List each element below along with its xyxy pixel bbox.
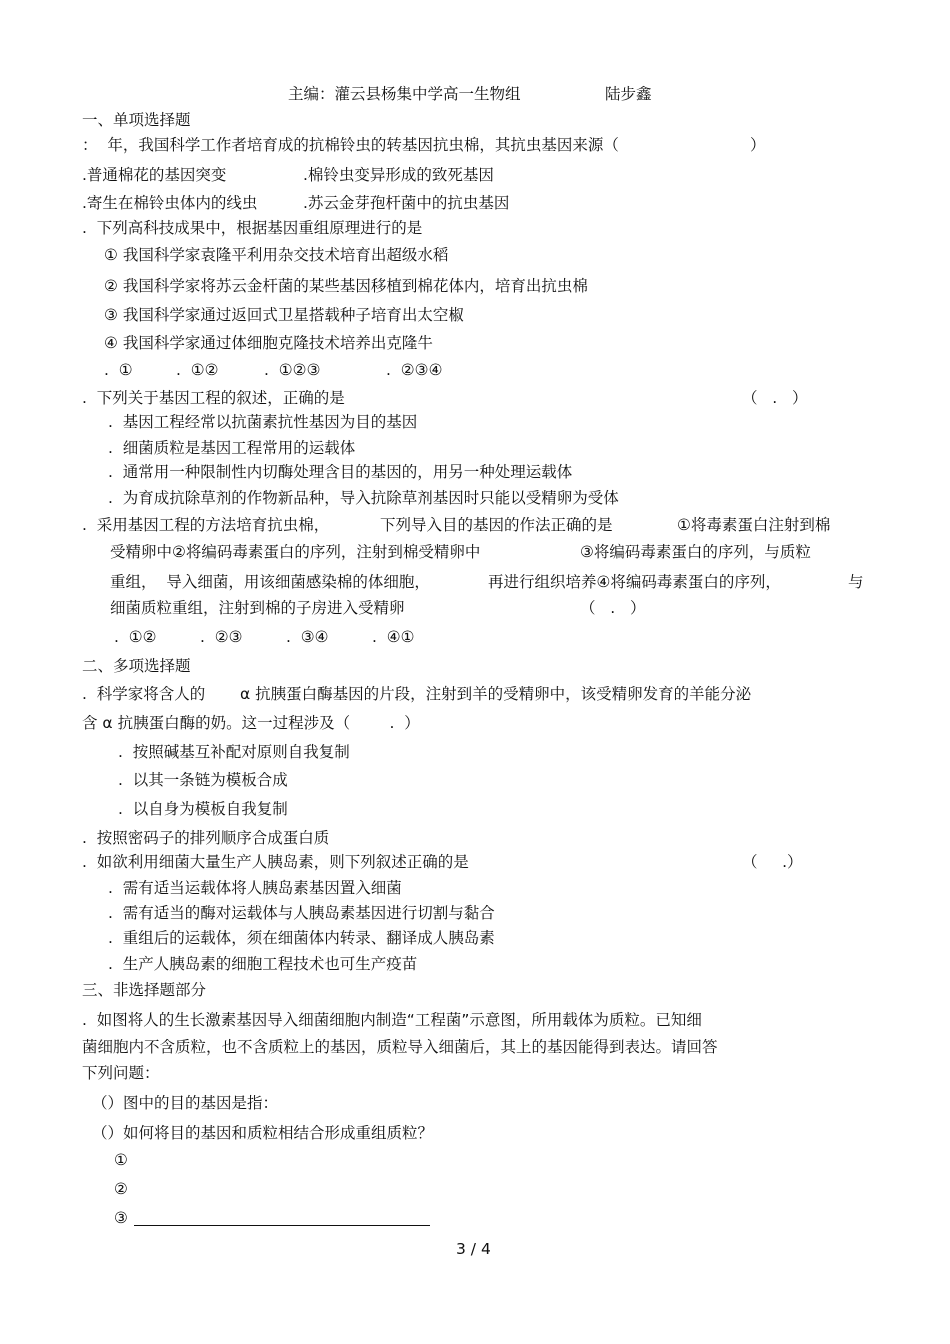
author-name: 陆步鑫 xyxy=(605,85,652,103)
s1-q1-stem: ： 年，我国科学工作者培育成的抗棉铃虫的转基因抗虫棉，其抗虫基因来源（ xyxy=(82,136,619,154)
s1-q2-option-a: . ① xyxy=(104,361,133,379)
s1-q3-paren: （ . ） xyxy=(742,389,808,407)
s1-q4-line3a: 重组， 导入细菌，用该细菌感染棉的体细胞， xyxy=(110,573,430,591)
s1-q4-line1b: 下列导入目的基因的作法正确的是 xyxy=(380,516,613,534)
editor-line: 主编：灌云县杨集中学高一生物组 xyxy=(288,85,521,103)
s1-q4-paren: （ . ） xyxy=(580,599,646,617)
s3-q1-blank-3: ③ xyxy=(114,1209,128,1227)
s1-q4-line3c: 与 xyxy=(848,573,864,591)
section-3-title: 三、非选择题部分 xyxy=(82,981,207,999)
s2-q1-option-d: . 按照密码子的排列顺序合成蛋白质 xyxy=(82,829,330,847)
s1-q1-option-a: .普通棉花的基因突变 xyxy=(82,166,227,184)
s2-q1-line1b: α 抗胰蛋白酶基因的片段，注射到羊的受精卵中，该受精卵发育的羊能分泌 xyxy=(240,685,752,703)
s2-q1-line1a: . 科学家将含人的 xyxy=(82,685,206,703)
s1-q3-option-d: . 为育成抗除草剂的作物新品种，导入抗除草剂基因时只能以受精卵为受体 xyxy=(108,489,619,507)
s2-q1-option-b: . 以其一条链为模板合成 xyxy=(118,771,288,789)
s1-q2-option-c: . ①②③ xyxy=(264,361,321,379)
s2-q2-option-d: . 生产人胰岛素的细胞工程技术也可生产疫苗 xyxy=(108,955,418,973)
s1-q1-option-c: .寄生在棉铃虫体内的线虫 xyxy=(82,194,258,212)
s3-q1-line2: 菌细胞内不含质粒，也不含质粒上的基因，质粒导入细菌后，其上的基因能得到表达。请回答 xyxy=(82,1038,718,1056)
s2-q1-line2: 含 α 抗胰蛋白酶的奶。这一过程涉及（ . ） xyxy=(82,714,420,732)
s3-q1-line3: 下列问题： xyxy=(82,1064,160,1082)
page-number: 3 / 4 xyxy=(456,1240,491,1258)
s1-q1-option-b: .棉铃虫变异形成的致死基因 xyxy=(303,166,494,184)
answer-blank-line xyxy=(134,1225,430,1226)
s2-q1-option-a: . 按照碱基互补配对原则自我复制 xyxy=(118,743,350,761)
s1-q4-option-b: . ②③ xyxy=(200,628,243,646)
s2-q2-option-a: . 需有适当运载体将人胰岛素基因置入细菌 xyxy=(108,879,402,897)
s1-q4-line2b: ③将编码毒素蛋白的序列，与质粒 xyxy=(580,543,811,561)
s2-q2-option-b: . 需有适当的酶对运载体与人胰岛素基因进行切割与黏合 xyxy=(108,904,495,922)
s3-q1-line1: . 如图将人的生长激素基因导入细菌细胞内制造“工程菌”示意图，所用载体为质粒。已知细 xyxy=(82,1011,702,1029)
s1-q4-option-a: . ①② xyxy=(114,628,157,646)
s3-q1-blank-1: ① xyxy=(114,1151,128,1169)
s1-q2-option-d: . ②③④ xyxy=(386,361,443,379)
s1-q2-item-2: ② 我国科学家将苏云金杆菌的某些基因移植到棉花体内，培育出抗虫棉 xyxy=(104,277,588,295)
s1-q3-stem: . 下列关于基因工程的叙述，正确的是 xyxy=(82,389,345,407)
s1-q2-item-3: ③ 我国科学家通过返回式卫星搭载种子培育出太空椒 xyxy=(104,306,464,324)
s1-q2-item-4: ④ 我国科学家通过体细胞克隆技术培养出克隆牛 xyxy=(104,334,433,352)
s2-q2-option-c: . 重组后的运载体，须在细菌体内转录、翻译成人胰岛素 xyxy=(108,929,495,947)
s1-q4-option-d: . ④① xyxy=(372,628,415,646)
s1-q3-option-b: . 细菌质粒是基因工程常用的运载体 xyxy=(108,439,356,457)
section-1-title: 一、单项选择题 xyxy=(82,111,191,129)
s1-q2-option-b: . ①② xyxy=(176,361,219,379)
s2-q1-option-c: . 以自身为模板自我复制 xyxy=(118,800,288,818)
s1-q4-line4: 细菌质粒重组，注射到棉的子房进入受精卵 xyxy=(110,599,405,617)
s1-q4-line3b: 再进行组织培养④将编码毒素蛋白的序列， xyxy=(488,573,781,591)
s2-q2-stem: . 如欲利用细菌大量生产人胰岛素，则下列叙述正确的是 xyxy=(82,853,469,871)
s1-q3-option-a: . 基因工程经常以抗菌素抗性基因为目的基因 xyxy=(108,413,418,431)
s3-q1-blank-2: ② xyxy=(114,1180,128,1198)
s3-q1-sub2: （）如何将目的基因和质粒相结合形成重组质粒？ xyxy=(92,1124,434,1142)
s1-q4-line1c: ①将毒素蛋白注射到棉 xyxy=(677,516,831,534)
s1-q2-stem: . 下列高科技成果中，根据基因重组原理进行的是 xyxy=(82,219,423,237)
s2-q2-paren: （ .） xyxy=(742,853,803,871)
s1-q1-option-d: .苏云金芽孢杆菌中的抗虫基因 xyxy=(303,194,510,212)
s1-q4-line2a: 受精卵中②将编码毒素蛋白的序列，注射到棉受精卵中 xyxy=(110,543,481,561)
s3-q1-sub1: （）图中的目的基因是指： xyxy=(92,1094,279,1112)
s1-q2-item-1: ① 我国科学家袁隆平利用杂交技术培育出超级水稻 xyxy=(104,246,449,264)
s1-q4-line1a: . 采用基因工程的方法培育抗虫棉， xyxy=(82,516,330,534)
s1-q3-option-c: . 通常用一种限制性内切酶处理含目的基因的，用另一种处理运载体 xyxy=(108,463,573,481)
s1-q4-option-c: . ③④ xyxy=(286,628,329,646)
section-2-title: 二、多项选择题 xyxy=(82,657,191,675)
s1-q1-paren-close: ） xyxy=(750,136,766,154)
